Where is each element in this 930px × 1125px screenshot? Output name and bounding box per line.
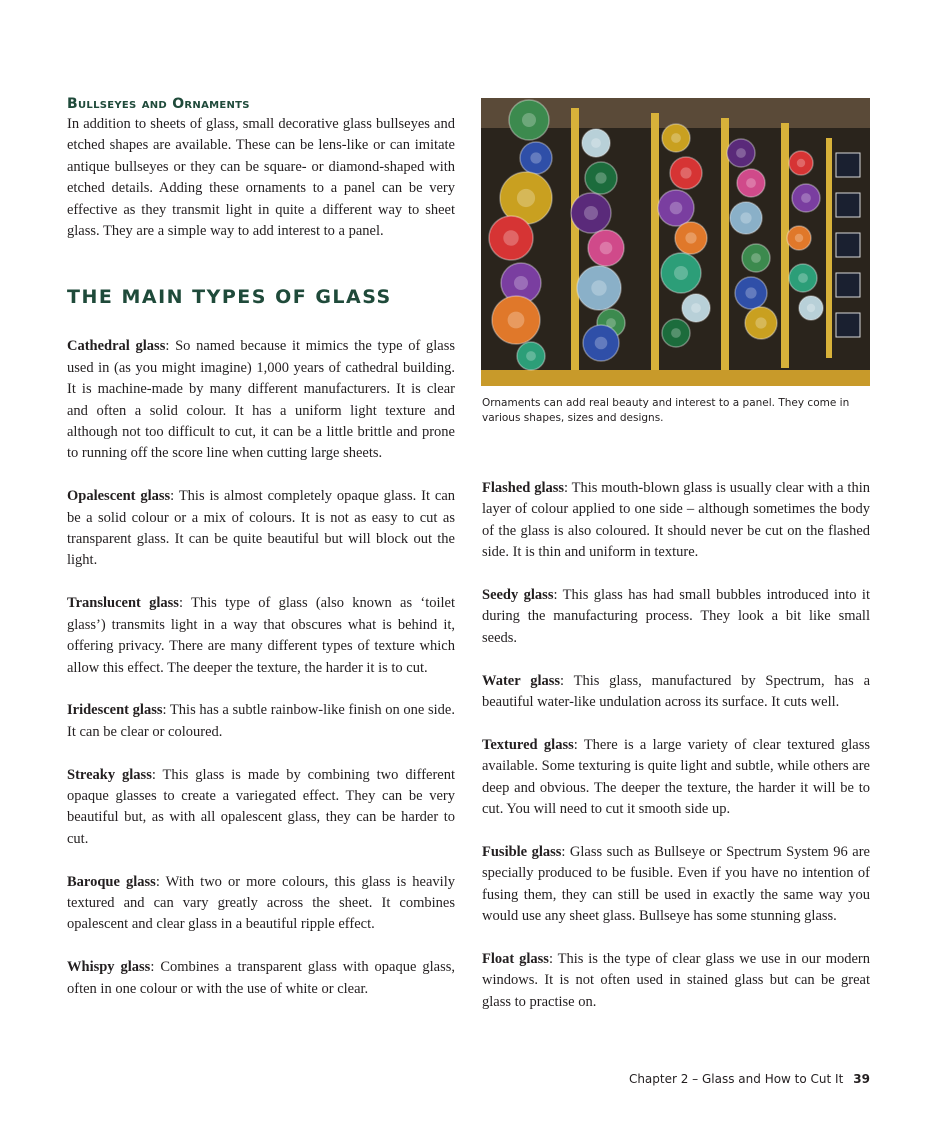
glass-term: Streaky glass <box>67 766 152 783</box>
left-column <box>67 94 455 1000</box>
glass-description: : Glass such as Bullseye or Spectrum System 96 are specially produced to be fusible. Even if you have no intention of fusing them, they can still be used in exactly the same way you would use any sheet glass. Bullseye has some stunning glass. <box>482 843 870 925</box>
glass-ornament-highlight <box>807 304 815 312</box>
glass-term: Iridescent glass <box>67 702 163 719</box>
glass-entry-iridescent <box>67 700 455 743</box>
glass-entry-whispy <box>67 957 455 1000</box>
glass-ornament-highlight <box>736 148 746 158</box>
etched-tile <box>836 193 860 217</box>
glass-ornament-highlight <box>530 152 541 163</box>
glass-term: Water glass <box>482 672 561 689</box>
glass-description: : This glass is made by combining two different opaque glasses to create a variegated effect. They can be very beautiful but, as with all opalescent glass, they can be harder to cut. <box>67 766 455 847</box>
glass-term: Whispy glass <box>67 959 151 976</box>
glass-term: Cathedral glass <box>67 338 166 355</box>
ornaments-photo <box>481 98 870 386</box>
glass-description: : This type of glass (also known as ‘toilet glass’) transmits light in a way that obscures what is behind it, offering privacy. There are many different types of texture which allow this effect. The deeper the texture, the harder it is to cut. <box>67 595 456 676</box>
glass-entry-water <box>482 671 870 714</box>
glass-ornament-highlight <box>671 133 681 143</box>
glass-entry-textured <box>482 735 870 821</box>
display-frame-post <box>826 138 832 358</box>
page-footer <box>629 1072 870 1086</box>
glass-ornament-highlight <box>745 287 756 298</box>
glass-ornament-highlight <box>514 276 528 290</box>
glass-entry-streaky <box>67 765 455 851</box>
glass-entry-cathedral <box>67 336 455 464</box>
display-frame-post <box>571 108 579 378</box>
glass-term: Float glass <box>482 950 549 967</box>
glass-description: : This has a subtle rainbow-like finish on one side. It can be clear or coloured. <box>67 702 455 740</box>
glass-description: : So named because it mimics the type of glass used in (as you might imagine) 1,000 years of cathedral building. It is machine-made by many different manufacturers. It is clear and often a solid colour. It has a uniform light texture and although not too difficult to cut, it can be a little brittle and prone to running off the score line when cutting large sheets. <box>67 338 455 462</box>
display-frame-post <box>651 113 659 378</box>
glass-entry-float <box>482 949 870 1013</box>
glass-ornament-highlight <box>591 280 606 295</box>
display-frame-base <box>481 370 870 386</box>
etched-tile <box>836 153 860 177</box>
glass-term: Flashed glass <box>482 480 565 496</box>
etched-tile <box>836 313 860 337</box>
glass-ornament-highlight <box>584 206 598 220</box>
glass-ornament-highlight <box>740 212 751 223</box>
glass-description: : This mouth-blown glass is usually clear with a thin layer of colour applied to one side – although sometimes the body of the glass is also coloured. It should never be cut on the flashed side. It is thin and uniform in texture. <box>482 480 870 561</box>
glass-term: Textured glass <box>482 736 574 753</box>
glass-description: : There is a large variety of clear textured glass available. Some texturing is quite light and subtle, while others are deep and obvious. The deeper the texture, the harder it will be to cut. You will need to cut it smooth side up. <box>482 736 870 818</box>
glass-description: : This is the type of clear glass we use in our modern windows. It is not often used in stained glass but can be great glass to practise on. <box>482 950 871 1010</box>
glass-description: : This glass, manufactured by Spectrum, has a beautiful water-like undulation across its surface. It cuts well. <box>482 672 871 711</box>
glass-ornament-highlight <box>526 351 536 361</box>
glass-ornament-highlight <box>671 328 681 338</box>
glass-ornament-highlight <box>517 189 535 207</box>
glass-ornament-highlight <box>798 273 808 283</box>
etched-tile <box>836 273 860 297</box>
glass-ornament-highlight <box>751 253 761 263</box>
glass-types-left <box>67 336 455 1000</box>
glass-entry-translucent <box>67 593 455 679</box>
glass-description: : This glass has had small bubbles introduced into it during the manufacturing process. They look a bit like small seeds. <box>482 587 870 646</box>
ornaments-photo-illustration <box>481 98 870 386</box>
glass-ornament-highlight <box>755 317 766 328</box>
glass-description: : Combines a transparent glass with opaque glass, often in one colour or with the use of white or clear. <box>67 959 455 997</box>
glass-entry-seedy <box>482 585 870 649</box>
glass-ornament-highlight <box>595 172 606 183</box>
glass-term: Baroque glass <box>67 873 156 890</box>
glass-ornament-highlight <box>591 138 601 148</box>
glass-ornament-highlight <box>503 230 518 245</box>
glass-ornament-highlight <box>508 312 525 329</box>
glass-ornament-highlight <box>801 193 811 203</box>
photo-caption: Ornaments can add real beauty and interest to a panel. They come in various shapes, sizes and designs. <box>482 397 850 424</box>
glass-term: Fusible glass <box>482 843 562 860</box>
glass-description: : With two or more colours, this glass is heavily textured and can vary greatly across the sheet. It combines opalescent and clear glass in a beautiful ripple effect. <box>67 873 455 933</box>
glass-ornament-highlight <box>797 159 805 167</box>
bullseyes-heading: Bullseyes and Ornaments <box>67 96 250 112</box>
display-frame-post <box>781 123 789 368</box>
glass-term: Seedy glass <box>482 587 554 604</box>
glass-ornament-highlight <box>670 202 683 215</box>
section-title: THE MAIN TYPES OF GLASS <box>67 286 392 309</box>
glass-ornament-highlight <box>674 266 688 280</box>
glass-entry-baroque <box>67 872 455 936</box>
chapter-title: Chapter 2 – Glass and How to Cut It <box>628 1072 844 1086</box>
glass-entry-opalescent <box>67 486 455 572</box>
glass-description: : This is almost completely opaque glass. It can be a solid colour or a mix of colours. It is not as easy to cut as transparent glass. It can be quite beautiful but will block out the light. <box>67 488 456 569</box>
glass-term: Opalescent glass <box>67 488 171 505</box>
glass-ornament-highlight <box>691 303 701 313</box>
glass-ornament-highlight <box>685 232 696 243</box>
glass-ornament-highlight <box>522 113 536 127</box>
etched-tile <box>836 233 860 257</box>
glass-ornament-highlight <box>680 167 691 178</box>
right-column <box>482 478 870 1013</box>
glass-term: Translucent glass <box>67 595 179 612</box>
glass-ornament-highlight <box>795 234 803 242</box>
glass-ornament-highlight <box>600 242 613 255</box>
page-number: 39 <box>853 1072 870 1086</box>
glass-ornament-highlight <box>746 178 756 188</box>
glass-entry-flashed <box>482 478 870 564</box>
glass-entry-fusible <box>482 842 870 928</box>
bullseyes-paragraph: In addition to sheets of glass, small decorative glass bullseyes and etched shapes are available. These can be lens-like or can imitate antique bullseyes or they can be square- or diamond-shaped with etched details. Adding these ornaments to a panel can be very effective as they transmit light in quite a different way to sheet glass. They are a simple way to add interest to a panel. <box>67 116 455 240</box>
glass-ornament-highlight <box>595 337 608 350</box>
